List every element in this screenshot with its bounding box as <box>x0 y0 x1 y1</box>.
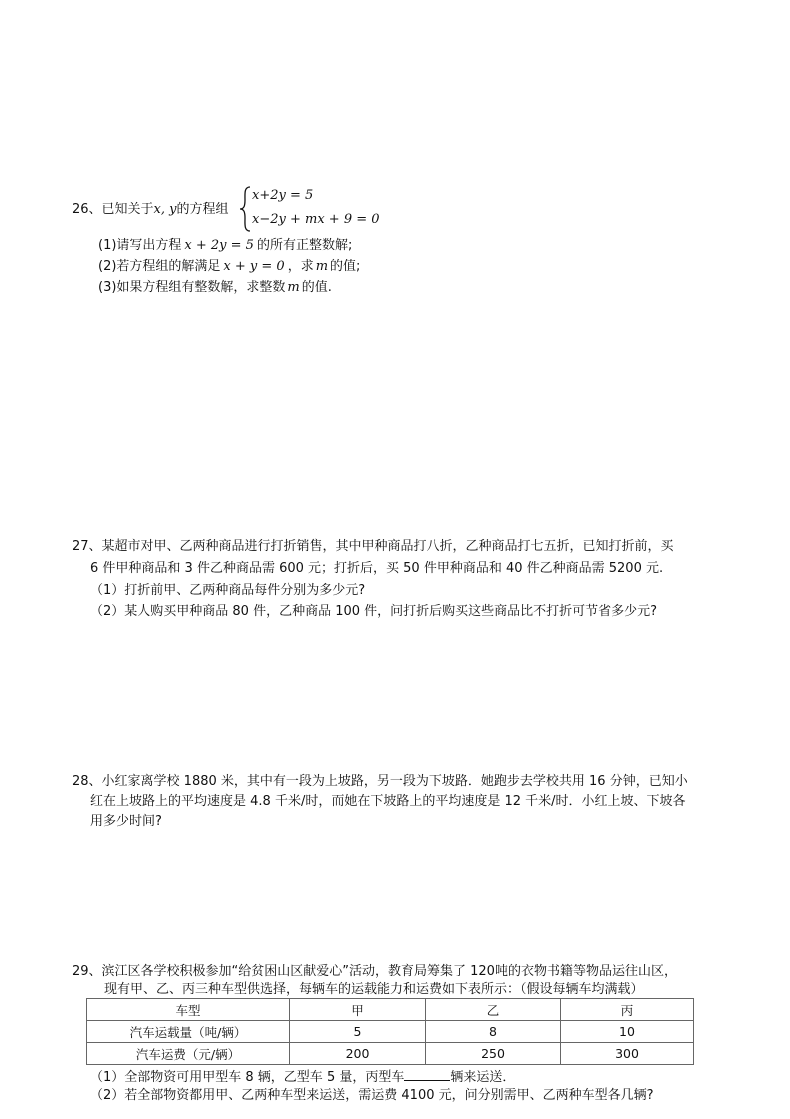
table-cell: 乙 <box>426 999 561 1021</box>
q26-prefix: 26、已知关于 <box>72 202 154 217</box>
q26-vars: x, y <box>153 202 177 217</box>
q29-part1 <box>90 1068 515 1087</box>
q26-p2-a: (2)若方程组的解满足 <box>98 259 221 274</box>
table-cell: 10 <box>561 1021 694 1043</box>
q27-line2: 6 件甲种商品和 3 件乙种商品需 600 元；打折后，买 50 件甲种商品和 40 件乙种商品需 5200 元. <box>90 561 664 576</box>
q26-p3-a: (3)如果方程组有整数解，求整数 <box>98 280 286 295</box>
q27-part2: （2）某人购买甲种商品 80 件，乙种商品 100 件，问打折后购买这些商品比不打折可节省多少元? <box>90 604 658 619</box>
q26-p3-m: m <box>287 280 300 295</box>
q26-p2-math: x + y = 0 <box>223 259 285 274</box>
table-row <box>87 1021 694 1043</box>
q28-line2: 红在上坡路上的平均速度是 4.8 千米/时，而她在下坡路上的平均速度是 12 千米/时．小红上坡、下坡各 <box>90 794 686 809</box>
q28-line3: 用多少时间? <box>90 814 162 829</box>
q28-line1: 28、小红家离学校 1880 米，其中有一段为上坡路，另一段为下坡路．她跑步去学校共用 16 分钟，已知小 <box>72 774 688 789</box>
q26-eq1: x+2y = 5 <box>252 188 314 203</box>
q26-stem <box>72 201 229 219</box>
table-header-row <box>87 999 694 1021</box>
table-cell: 甲 <box>290 999 426 1021</box>
q26-p2-m: m <box>315 259 329 274</box>
table-cell: 汽车运载量（吨/辆） <box>87 1021 290 1043</box>
table-cell: 8 <box>426 1021 561 1043</box>
q29-p1-b: 辆来运送． <box>450 1070 516 1085</box>
q26-p1-b: 的所有正整数解; <box>256 238 353 253</box>
vehicle-table <box>86 998 694 1065</box>
table-row <box>87 1043 694 1065</box>
q29-p1-a: （1）全部物资可用甲型车 8 辆，乙型车 5 量，丙型车 <box>90 1070 405 1085</box>
q26-part1 <box>98 237 352 255</box>
q29-line1: 29、滨江区各学校积极参加“给贫困山区献爱心”活动，教育局筹集了 120吨的衣物书籍等物品运往山区， <box>72 964 677 979</box>
table-cell: 汽车运费（元/辆） <box>87 1043 290 1065</box>
table-cell: 250 <box>426 1043 561 1065</box>
q26-eq2: x−2y + mx + 9 = 0 <box>252 212 380 227</box>
q26-p1-a: (1)请写出方程 <box>98 238 182 253</box>
q27-part1: （1）打折前甲、乙两种商品每件分别为多少元? <box>90 583 366 598</box>
answer-blank[interactable] <box>404 1068 450 1081</box>
q26-p1-math: x + 2y = 5 <box>184 238 254 253</box>
q26-p2-c: 的值; <box>330 259 361 274</box>
table-cell: 5 <box>290 1021 426 1043</box>
q29-line2: 现有甲、乙、丙三种车型供选择，每辆车的运载能力和运费如下表所示：（假设每辆车均满载） <box>104 982 644 997</box>
table-cell: 丙 <box>561 999 694 1021</box>
table-cell: 车型 <box>87 999 290 1021</box>
q26-system-label: 的方程组 <box>176 202 229 217</box>
q26-p3-b: 的值. <box>301 280 332 295</box>
table-cell: 200 <box>290 1043 426 1065</box>
left-brace-icon <box>238 186 252 232</box>
q27-line1: 27、某超市对甲、乙两种商品进行打折销售，其中甲种商品打八折，乙种商品打七五折，已知打折前，买 <box>72 539 674 554</box>
table-cell: 300 <box>561 1043 694 1065</box>
q26-part2 <box>98 258 360 276</box>
q26-p2-b: ，求 <box>287 259 314 274</box>
q29-part2: （2）若全部物资都用甲、乙两种车型来运送，需运费 4100 元，问分别需甲、乙两种车型各几辆? <box>90 1088 654 1103</box>
q26-part3 <box>98 279 332 297</box>
